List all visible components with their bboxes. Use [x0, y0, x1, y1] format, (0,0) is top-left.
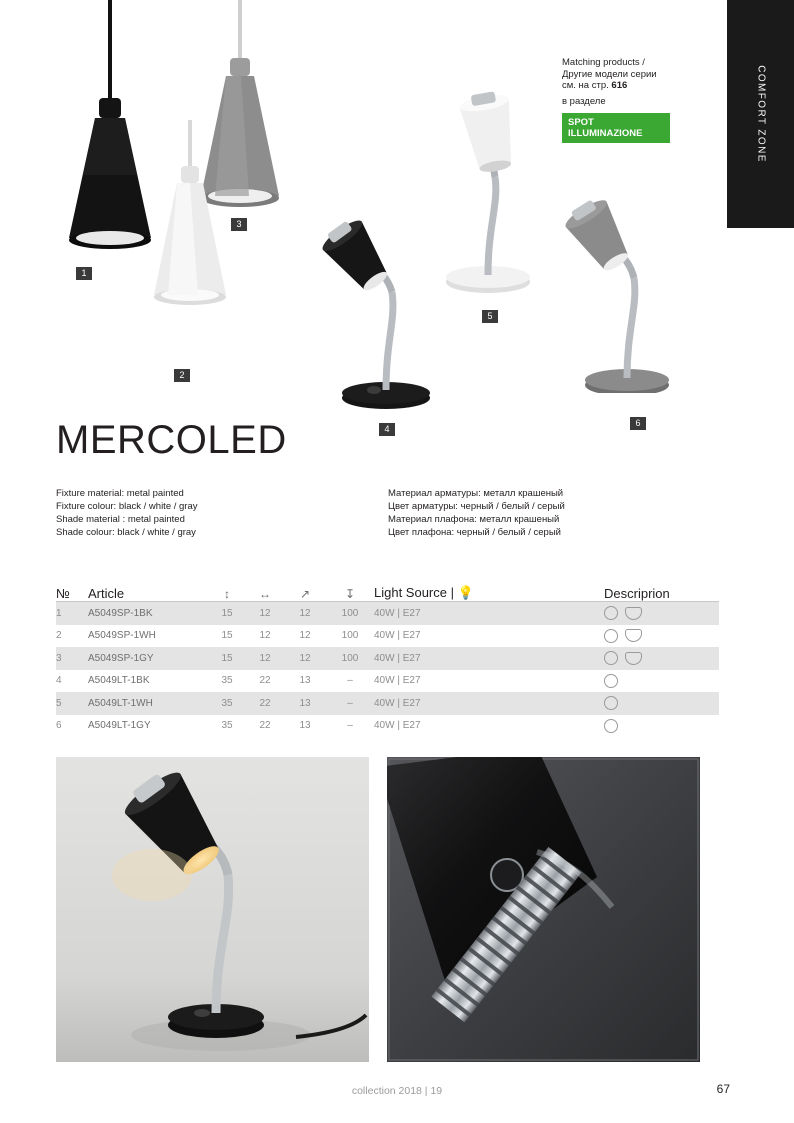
bulb-socket-icon	[604, 629, 618, 643]
shade-icon	[625, 652, 642, 665]
section-tab	[727, 0, 794, 228]
row-description-icons	[604, 651, 719, 665]
row-article: A5049SP-1BK	[88, 607, 153, 619]
photo-detail-graphic	[387, 757, 700, 1062]
row-description-icons	[604, 674, 719, 688]
callout-1	[76, 267, 92, 280]
pendant-white-illustration	[120, 120, 260, 370]
callout-4	[379, 423, 395, 436]
bulb-socket-icon	[604, 696, 618, 710]
callout-2	[174, 369, 190, 382]
table-row[interactable]	[56, 602, 719, 625]
page-title: MERCOLED	[56, 418, 287, 462]
row-description-icons	[604, 719, 719, 733]
badge-line-2: ILLUMINAZIONE	[568, 128, 643, 139]
spec-en-2: Fixture colour: black / white / gray	[56, 501, 198, 512]
page-number: 67	[716, 1082, 730, 1096]
specs-english	[56, 487, 198, 539]
row-light-source: 40W | E27	[374, 697, 421, 709]
callout-2-label: 2	[179, 370, 185, 380]
row-no: 1	[56, 607, 62, 619]
callout-6-label: 6	[635, 418, 641, 428]
row-width: 12	[259, 652, 271, 664]
row-light-source: 40W | E27	[374, 630, 421, 642]
callout-3-label: 3	[236, 219, 242, 229]
table-header-row	[56, 575, 719, 602]
bulb-socket-icon	[604, 651, 618, 665]
bulb-socket-icon	[604, 674, 618, 688]
matching-page-prefix: см. на стр.	[562, 80, 612, 91]
diagonal-icon: ↗	[299, 587, 311, 601]
row-no: 5	[56, 697, 62, 709]
table-row[interactable]	[56, 670, 719, 693]
row-article: A5049LT-1GY	[88, 720, 151, 732]
row-description-icons	[604, 606, 719, 620]
row-length: 100	[341, 607, 359, 619]
row-height: 15	[221, 630, 233, 642]
callout-1-label: 1	[81, 268, 87, 278]
shade-icon	[625, 629, 642, 642]
row-diagonal: 12	[299, 630, 311, 642]
callout-6	[630, 417, 646, 430]
row-light-source: 40W | E27	[374, 675, 421, 687]
desk-lamp-gray-illustration	[543, 178, 683, 393]
row-light-source: 40W | E27	[374, 720, 421, 732]
spec-ru-2: Цвет арматуры: черный / белый / серый	[388, 501, 565, 512]
table-row[interactable]	[56, 692, 719, 715]
desk-lamp-black-illustration	[300, 200, 440, 420]
spec-en-1: Fixture material: metal painted	[56, 488, 184, 499]
callout-5-label: 5	[487, 311, 493, 321]
row-diagonal: 12	[299, 607, 311, 619]
row-width: 22	[259, 675, 271, 687]
row-diagonal: 13	[299, 720, 311, 732]
row-diagonal: 12	[299, 652, 311, 664]
lifestyle-photo-desk-lamp	[56, 757, 369, 1062]
header-description-label: Descriprion	[604, 586, 670, 601]
matching-line-ru: Другие модели серии	[562, 68, 657, 80]
row-light-source: 40W | E27	[374, 607, 421, 619]
header-no: №	[56, 586, 70, 601]
row-height: 35	[221, 675, 233, 687]
table-row[interactable]	[56, 715, 719, 738]
row-description-icons	[604, 696, 719, 710]
matching-section-label: в разделе	[562, 95, 606, 107]
row-width: 12	[259, 630, 271, 642]
header-light-source	[374, 585, 604, 601]
row-no: 2	[56, 630, 62, 642]
bulb-icon: 💡	[457, 585, 474, 600]
shade-icon	[625, 607, 642, 620]
table-row[interactable]	[56, 625, 719, 648]
table-row[interactable]	[56, 647, 719, 670]
row-diagonal: 13	[299, 675, 311, 687]
spec-ru-1: Материал арматуры: металл крашеный	[388, 488, 564, 499]
row-no: 4	[56, 675, 62, 687]
bulb-socket-icon	[604, 606, 618, 620]
detail-photo-flexible-arm	[387, 757, 700, 1062]
spec-en-3: Shade material : metal painted	[56, 514, 185, 525]
height-icon: ↕	[224, 587, 230, 601]
row-article: A5049LT-1WH	[88, 697, 153, 709]
callout-5	[482, 310, 498, 323]
row-height: 35	[221, 720, 233, 732]
matching-page-number: 616	[611, 80, 628, 91]
row-height: 35	[221, 697, 233, 709]
matching-line-en: Matching products /	[562, 57, 645, 68]
row-length: –	[347, 720, 353, 732]
row-diagonal: 13	[299, 697, 311, 709]
width-icon: ↔	[259, 587, 271, 601]
row-length: –	[347, 697, 353, 709]
header-light-source-label: Light Source |	[374, 585, 454, 600]
row-description-icons	[604, 629, 719, 643]
callout-4-label: 4	[384, 424, 390, 434]
row-article: A5049LT-1BK	[88, 675, 150, 687]
row-article: A5049SP-1GY	[88, 652, 154, 664]
row-height: 15	[221, 607, 233, 619]
cord-length-icon: ↧	[344, 587, 356, 601]
badge-line-1: SPOT	[568, 117, 594, 128]
product-table	[56, 575, 719, 737]
row-length: –	[347, 675, 353, 687]
section-tab-label: COMFORT ZONE	[755, 65, 766, 163]
row-length: 100	[341, 652, 359, 664]
row-width: 22	[259, 697, 271, 709]
row-length: 100	[341, 630, 359, 642]
row-no: 3	[56, 652, 62, 664]
header-article: Article	[88, 586, 125, 601]
specs-russian	[388, 487, 565, 539]
spec-en-4: Shade colour: black / white / gray	[56, 527, 196, 538]
photo-desk-lamp-graphic	[56, 757, 369, 1062]
footer-collection: collection 2018 | 19	[351, 1085, 443, 1097]
row-height: 15	[221, 652, 233, 664]
row-no: 6	[56, 720, 62, 732]
row-width: 22	[259, 720, 271, 732]
row-light-source: 40W | E27	[374, 652, 421, 664]
spec-ru-3: Материал плафона: металл крашеный	[388, 514, 560, 525]
header-description	[604, 586, 719, 601]
row-width: 12	[259, 607, 271, 619]
product-illustrations	[0, 0, 720, 434]
row-article: A5049SP-1WH	[88, 630, 156, 642]
bulb-socket-icon	[604, 719, 618, 733]
spec-ru-4: Цвет плафона: черный / белый / серый	[388, 527, 561, 538]
